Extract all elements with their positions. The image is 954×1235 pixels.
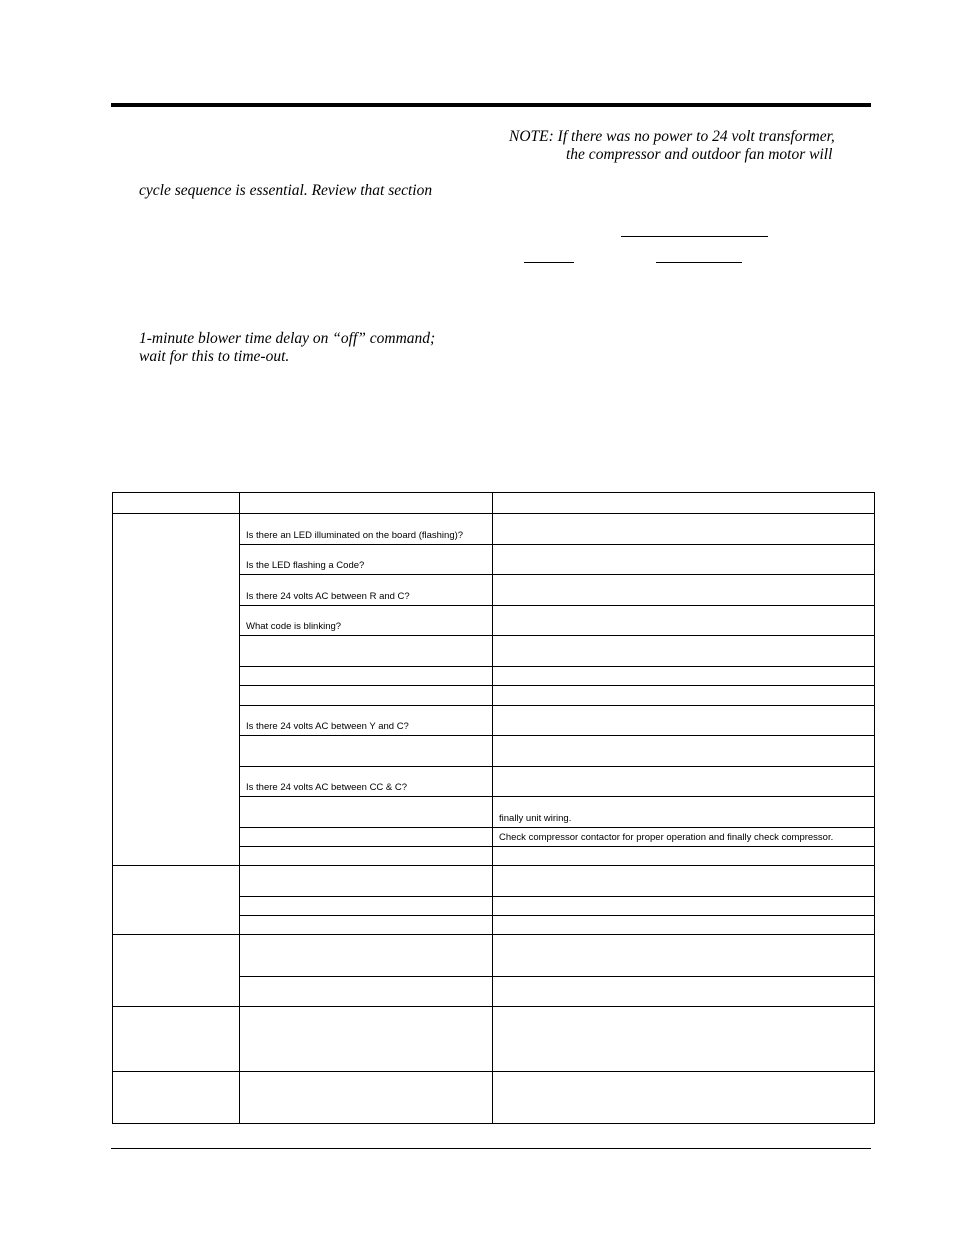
table-cell	[113, 866, 240, 935]
table-cell	[113, 1007, 240, 1072]
table-cell	[240, 897, 493, 916]
table-cell	[493, 977, 875, 1007]
table-row	[113, 866, 875, 897]
table-cell: Is there 24 volts AC between Y and C?	[240, 706, 493, 736]
table-cell: Check compressor contactor for proper operation and finally check compressor.	[493, 828, 875, 847]
table-cell: Is the LED flashing a Code?	[240, 545, 493, 575]
table-cell	[493, 545, 875, 575]
table-cell	[240, 686, 493, 706]
table-cell	[493, 935, 875, 977]
underline-mark	[656, 262, 742, 263]
table-row	[113, 493, 875, 514]
table-cell: Is there an LED illuminated on the board (flashing)?	[240, 514, 493, 545]
table-cell	[493, 866, 875, 897]
table-cell	[240, 916, 493, 935]
note-text-line: NOTE: If there was no power to 24 volt transformer,	[509, 128, 835, 145]
table-row	[113, 1007, 875, 1072]
body-text-line: wait for this to time-out.	[139, 348, 290, 365]
table-cell	[240, 935, 493, 977]
table-cell	[493, 575, 875, 606]
underline-mark	[524, 262, 574, 263]
table-cell	[493, 493, 875, 514]
table-cell: Is there 24 volts AC between R and C?	[240, 575, 493, 606]
table-cell	[240, 667, 493, 686]
table-cell	[493, 636, 875, 667]
table-cell	[240, 797, 493, 828]
table-cell	[113, 493, 240, 514]
table-cell	[493, 667, 875, 686]
body-text-line: 1-minute blower time delay on “off” command;	[139, 330, 436, 347]
header-rule	[111, 103, 871, 107]
footer-rule	[111, 1148, 871, 1149]
table-cell	[113, 935, 240, 1007]
table-cell	[240, 1072, 493, 1124]
table-cell	[493, 1072, 875, 1124]
table-cell	[240, 847, 493, 866]
table-cell	[113, 514, 240, 866]
troubleshooting-table	[112, 492, 875, 1124]
table-cell	[493, 767, 875, 797]
table-row	[113, 935, 875, 977]
note-text-line: the compressor and outdoor fan motor will	[566, 146, 833, 163]
table-cell: What code is blinking?	[240, 606, 493, 636]
table-cell	[493, 686, 875, 706]
table-cell	[493, 847, 875, 866]
table-cell	[240, 636, 493, 667]
table-cell	[493, 897, 875, 916]
table-cell: Is there 24 volts AC between CC & C?	[240, 767, 493, 797]
table-cell	[240, 493, 493, 514]
table-cell	[493, 606, 875, 636]
table-cell	[240, 736, 493, 767]
table-cell	[240, 828, 493, 847]
table-row	[113, 514, 875, 545]
table-cell	[493, 706, 875, 736]
table-cell	[240, 1007, 493, 1072]
underline-mark	[621, 236, 768, 237]
table-cell	[493, 1007, 875, 1072]
table-row	[113, 1072, 875, 1124]
body-text-line: cycle sequence is essential. Review that section	[139, 182, 433, 199]
table-cell	[493, 916, 875, 935]
table-cell	[240, 866, 493, 897]
table-cell	[493, 514, 875, 545]
table-cell	[493, 736, 875, 767]
table-cell: finally unit wiring.	[493, 797, 875, 828]
table-cell	[240, 977, 493, 1007]
table-cell	[113, 1072, 240, 1124]
